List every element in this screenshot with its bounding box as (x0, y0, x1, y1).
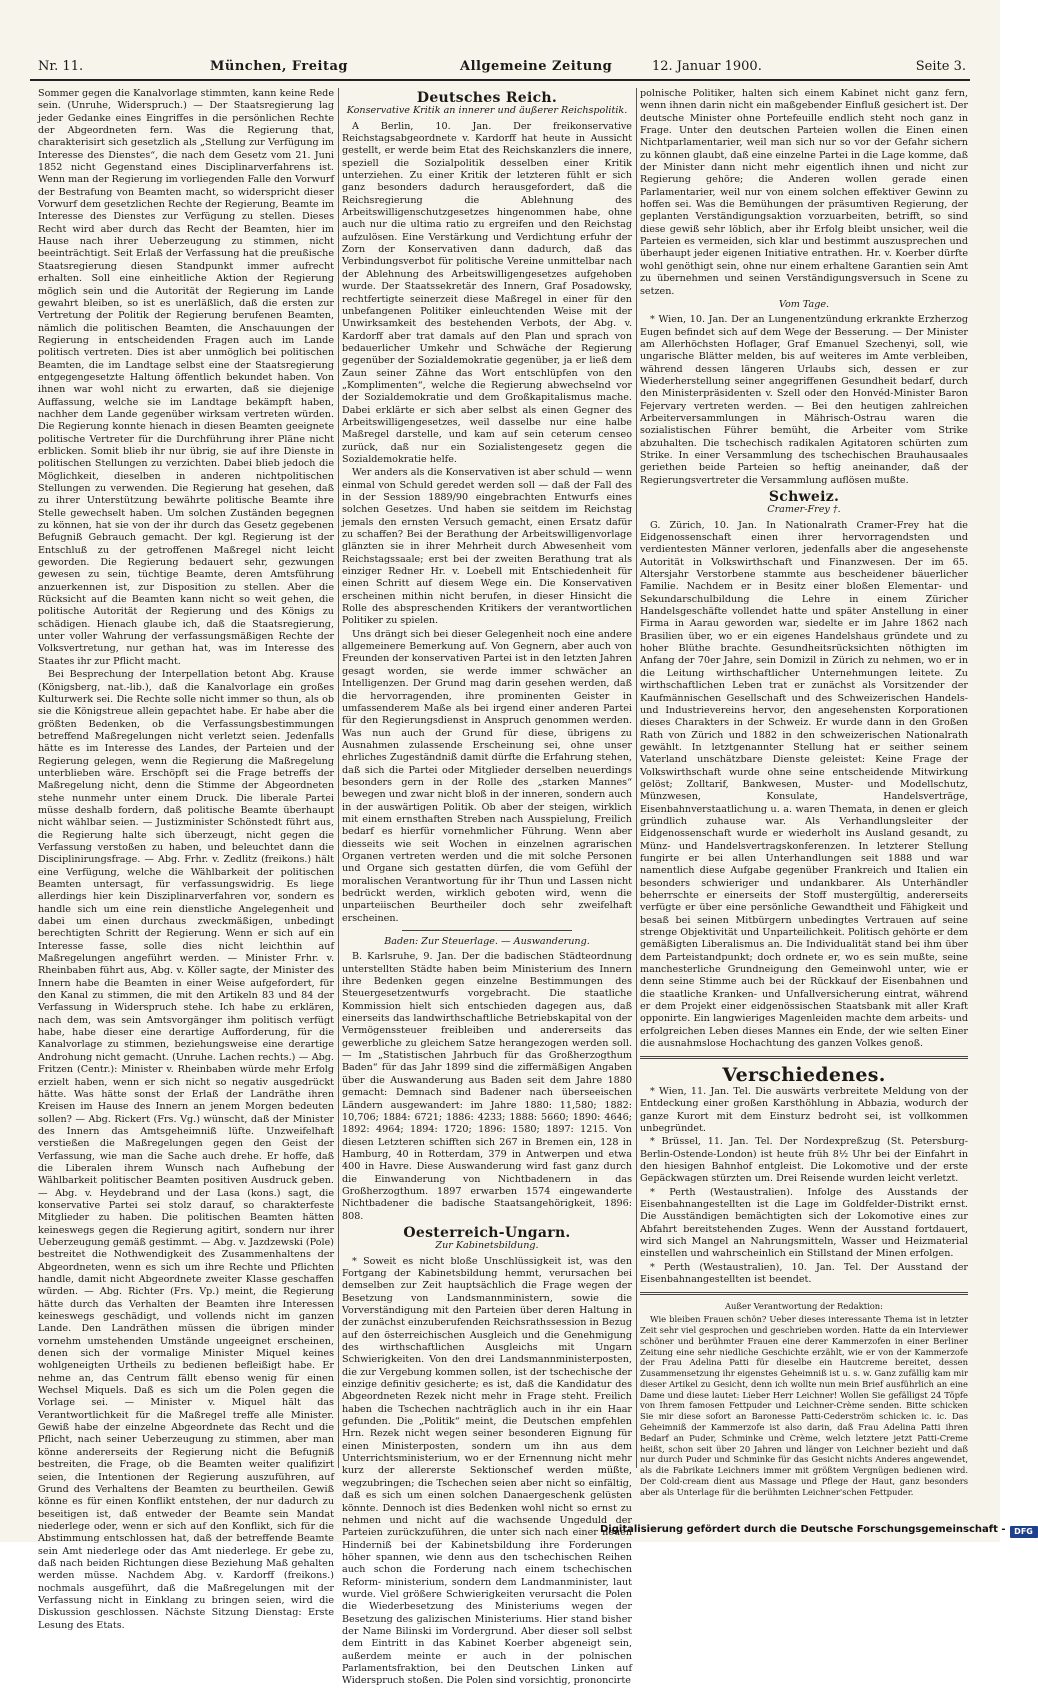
issue-date: 12. Januar 1900. (652, 59, 762, 74)
paragraph: Sommer gegen die Kanalvorlage stimmten, kann keine Rede sein. (Unruhe, Widerspruch.) — Der Staatsregierung lag jeder Gedanke eines Eingriffes in die persönlichen Rechte der Abgeordneten fern. Was die Regierung that, charakterisirt sich gesetzlich als „Stellung zur Verfügung im Interesse des Dienstes“, die nach dem Gesetz vom 21. Juni 1852 nicht Gegenstand eines Disciplinarverfahrens ist. Wenn man der Regierung im vorliegenden Falle den Vorwurf der Bestrafung von Beamten macht, so widerspricht dieser Vorwurf dem gesetzlichen Rechte der Regierung, Beamte im Interesse des Dienstes zur Verfügung zu stellen. Dieses Recht wird aber durch das Recht der Beamten, hier im Hause nach ihrer Ueberzeugung zu stimmen, nicht beeinträchtigt. Seit Erlaß der Verfassung hat die preußische Staatsregierung diesen Standpunkt immer aufrecht erhalten. Soll eine einheitliche Aktion der Regierung möglich sein und die Autorität der Regierung im Lande gewahrt bleiben, so ist es unerläßlich, daß die ersten zur Vertretung der Politik der Regierung berufenen Beamten, nämlich die politischen Beamten, die Anschauungen der Regierung in entscheidenden Fragen auch im Lande politisch vertreten. Dies ist aber unmöglich bei politischen Beamten, die im Landtage selbst eine der Staatsregierung entgegengesetzte Haltung öffentlich bekundet haben. Von ihnen war wohl nicht zu erwarten, daß sie diejenige Auffassung, welche sie im Landtage bekämpft haben, nachher dem Lande gegenüber wirksam vertreten würden. Die Regierung konnte hienach in diesen Beamten geeignete politische Vertreter für die Durchführung ihrer Pläne nicht erblicken. Somit blieb ihr nur übrig, sie auf ihre Dienste in politischen Stellungen zu verzichten. Dabei blieb jedoch die Möglichkeit, dieselben in anderen nichtpolitischen Stellungen zu verwenden. Die Regierung hat gesehen, daß zu ihrer Unterstützung bewährte politische Beamte ihre Stelle gewechselt haben. Um solchen Zuständen begegnen zu können, hat sie von der ihr durch das Gesetz gegebenen Befugniß Gebrauch gemacht. Der kgl. Regierung ist der Entschluß zu der getroffenen Maßregel nicht leicht geworden. Die Regierung bedauert sehr, gezwungen gewesen zu sein, tüchtige Beamte, deren Amtsführung anzuerkennen ist, zur Disposition zu stellen. Aber die Rücksicht auf die Beamten kann nicht so weit gehen, die politische Autorität der Regierung und des Königs zu schädigen. Hienach glaube ich, daß die Staatsregierung, unter voller Wahrung der verfassungsmäßigen Rechte der Volksvertretung, nur gethan hat, was im Interesse des Staates ihr zur Pflicht macht. (38, 88, 335, 667)
column-divider (636, 88, 637, 1468)
paragraph: G. Zürich, 10. Jan. In Nationalrath Cramer-Frey hat die Eidgenossenschaft einen ihrer hervorragendsten und verdientesten Männer verloren, jedenfalls aber die angesehenste Autorität in Volkswirthschaft und Finanzwesen. Der im 65. Altersjahr Verstorbene stammte aus bescheidener bäuerlicher Familie. Nachdem er in Besitz einer bloßen Elementar- und Sekundarschulbildung die Lehre in einem Züricher Handelsgeschäfte vollendet hatte und später Anstellung in einer Firma in Aarau geworden war, siedelte er im Jahre 1862 nach Brasilien über, wo er ein eigenes Handelshaus gründete und zu hoher Blüthe brachte. Gesundheitsrücksichten nöthigten im Anfang der 70er Jahre, sein Domizil in Zürich zu nehmen, wo er in die Leitung wirthschaftlicher Unternehmungen leitete. Zu wirthschaftlichen Leben trat er zunächst als Vorsitzender der Kaufmännischen Gesellschaft und des Schweizerischen Handels- und Industrievereins hervor, den angesehensten Korporationen dieses Charakters in der Schweiz. Er wurde dann in den Großen Rath von Zürich und 1882 in den schweizerischen Nationalrath gewählt. In letztgenannter Stellung hat er seither seinem Vaterland unschätzbare Dienste geleistet: Keine Frage der Volkswirthschaft wurde ohne seine entscheidende Mitwirkung gelöst; Zolltarif, Bankwesen, Muster- und Modellschutz, Münzwesen, Konsulate, Handelsverträge, Eisenbahnverstaatlichung u. a. waren Themata, in denen er gleich gründlich zuhause war. Als Verhandlungsleiter der Eidgenossenschaft wurde er wiederholt ins Ausland gesandt, zu Münz- und Handelsvertragskonferenzen. In letzterer Stellung fungirte er bei allen Unterhandlungen seit 1888 und war namentlich diese Aufgabe gegenüber Frankreich und Italien ein besonders schwieriger und undankbarer. Als Unterhändler beherrschte er einerseits der Stoff mustergültig, andererseits verfügte er über eine persönliche Gewandtheit und Fähigkeit und besaß bei seinen Mitbürgern unbedingtes Vertrauen auf seine strenge Objektivität und Unparteilichkeit. Politisch gehörte er dem gemäßigten Liberalismus an. Die Individualität stand bei ihm über dem Parteistandpunkt; doch ordnete er, wo es sein mußte, seine manchesterliche Grundneigung den Gemeinwohl unter, wie er denn seine Stimme auch bei der Rückkauf der Eisenbahnen und die staatliche Kranken- und Unfallversicherung eintrat, während er dem Projekt einer eidgenössischen Staatsbank mit aller Kraft opponirte. Ein langwieriges Magenleiden machte dem arbeits- und erfolgreichen Leben dieses Mannes ein Ende, der wie selten Einer die ausnahmslose Hochachtung des ganzen Volkes genoß. (640, 519, 968, 1050)
column-divider (338, 88, 339, 1468)
dfg-logo-icon: DFG (1010, 1526, 1038, 1538)
paragraph: * Perth (Westaustralien), 10. Jan. Tel. Der Ausstand der Eisenbahnangestellten ist beendet. (640, 1261, 968, 1285)
page-number: Seite 3. (915, 59, 966, 74)
paragraph: Uns drängt sich bei dieser Gelegenheit noch eine andere allgemeinere Bemerkung auf. Von Gegnern, aber auch von Freunden der konservativen Partei ist in den letzten Jahren gesagt worden, sie werde immer schwächer an Intelligenzen. Der Grund mag darin gesehen werden, daß die hervorragenden, ihre prominenten Geister in umfassenderem Maße als bei irgend einer anderen Partei für den Regierungsdienst in Anspruch genommen werden. Was nun auch der Grund für diese, übrigens zu Ausnahmen zulassende Erscheinung sei, ohne unser ehrliches Zugeständniß damit dürfte die Erfahrung stehen, daß sich die Partei oder Mitglieder derselben neuerdings besonders gern in der Rolle des „starken Mannes“ bewegen und zwar nicht bloß in der inneren, sondern auch in der auswärtigen Politik. Ob aber der steigen, wirklich mit einem ernsthaften Streben nach Ausspielung, Freilich bedarf es hierfür vornehmlicher Führung. Wenn aber diesseits wie seit Wochen in einzelnen agrarischen Organen vertreten werden und die mit solche Personen und Organe sich gestatten dürfen, die vom Gefühl der moralischen Verantwortung für ihr Thun und Lassen nicht bedrückt werden, wirklich geboten wird, wenn die unparteiischen Beurtheiler doch sehr zweifelhaft erscheinen. (342, 628, 632, 924)
section-title: Verschiedenes. (722, 1064, 886, 1087)
paragraph: * Perth (Westaustralien). Infolge des Ausstands der Eisenbahnangestellten ist die Lage im Goldfelder-Distrikt ernst. Die Ausständigen bemächtigten sich der Lokomotive eines zur Abfahrt bereitstehenden Zuges. Wenn der Ausstand fortdauert, wird sich Mangel an Nahrungsmitteln, Wasser und Heizmaterial einstellen und wahrscheinlich ein Stillstand der Minen erfolgen. (640, 1186, 968, 1260)
section-subtitle: Zur Kabinetsbildung. (435, 1240, 539, 1252)
double-rule (640, 1056, 968, 1059)
paragraph: * Wien, 11. Jan. Tel. Die auswärts verbreitete Meldung von der Entdeckung einer großen Karsthöhlung in Abbazia, wodurch der ganze Kurort mit dem Einsturz bedroht sei, ist vollkommen unbegründet. (640, 1085, 968, 1134)
paragraph: * Soweit es nicht bloße Unschlüssigkeit ist, was den Fortgang der Kabinetsbildung hemmt, verursachen bei demselben zur Zeit hauptsächlich die Frage wegen der Besetzung von Landsmannministern, sowie die Vorverständigung mit den Parteien über deren Haltung in der zunächst einzuberufenden Reichsrathssession in Bezug auf den österreichischen Ausgleich und die Genehmigung des wirthschaftlichen Ausgleichs mit Ungarn Schwierigkeiten. Von den drei Landsmannministerposten, die zur Vergebung kommen sollen, ist der tschechische der einzige definitiv gesicherte; es ist, daß die Kandidatur des Abgeordneten Rezek nicht mehr in Frage steht. Freilich haben die Tschechen nachträglich auch in ihr ein Haar gefunden. Die „Politik“ meint, die Deutschen empfehlen Hrn. Rezek nicht wegen seiner besonderen Eignung für einen Ministerposten, sondern um ihn aus dem Unterrichtsministerium, wo er der Ernennung nicht mehr kurz der allererste Sektionschef werden müßte, wegzubringen; die Tschechen seien aber nicht so einfältig, daß es sich um einen solchen Danaergeschenk gelüsten könnte. Dennoch ist dies Bedenken wohl nicht so ernst zu nehmen und nicht auf die wachsende Ungeduld der Parteien zurückzuführen, die unter sich nach einer neuen Hinderniß bei der Kabinetsbildung ihre Forderungen höher spannen, wie denn aus den tschechischen Reihen auch schon die Forderung nach einem tschechischen Reform- ministerium, sondern dem Landmanminister, laut wurde. Viel größere Schwierigkeiten verursacht die Polen die Wiederbesetzung des Ministeriums wegen der Besetzung des galizischen Ministeriums. Hier stand bisher der Name Bilinski im Vordergrund. Aber dieser soll selbst dem Eintritt in das Kabinet Koerber abgeneigt sein, außerdem meinte er auch in der polnischen Parlamentsfraktion, bei den Deutschen Linken auf Widerspruch stoßen. Die Polen sind vorsichtig, prononcirte (342, 1255, 632, 1687)
paper-title: Allgemeine Zeitung (460, 59, 613, 74)
masthead (30, 55, 970, 81)
double-rule (640, 1292, 968, 1295)
paragraph: A Berlin, 10. Jan. Der freikonservative Reichstagsabgeordnete v. Kardorff hat heute in Aussicht gestellt, er werde beim Etat des Reichskanzlers die innere, speziell die Sozialpolitik desselben einer Kritik unterziehen. Zu einer Kritik der letzteren fühlt er sich ganz besonders dadurch herausgefordert, daß die Reichsregierung die Ablehnung des Arbeitswilligenschutzgesetzes hingenommen habe, ohne auch nur die ultima ratio zu ergreifen und den Reichstag aufzulösen. Eine Verstärkung und Verdichtung erfuhr der Zorn der Konservativen dann dadurch, daß das Verbindungsverbot für politische Vereine unmittelbar nach der Ablehnung des Arbeitswilligengesetzes aufgehoben wurde. Der Staatssekretär des Innern, Graf Posadowsky, rechtfertigte seinerzeit diese Maßregel in einer für den unbefangenen Politiker einleuchtenden Weise mit der Unwirksamkeit des bestehenden Verbots, der Abg. v. Kardorff aber trat damals auf den Plan und sprach von bedauerlicher Umkehr und Schwäche der Regierung gegenüber der Sozialdemokratie gegenüber, ja er ließ dem Zaun seiner Zähne das Wort entschlüpfen von den „Komplimenten“, welche die Regierung abwechselnd vor der Sozialdemokratie und dem Großkapitalismus mache. Dabei erklärte er sich aber selbst als einen Gegner des Arbeitswilligengesetzes, weil dasselbe nur eine halbe Maßregel darstelle, und kam auf sein ceterum censeo zurück, daß nur ein Sozialistengesetz gegen die Sozialdemokratie helfe. (342, 120, 632, 465)
ad-text: Wie bleiben Frauen schön? Ueber dieses interessante Thema ist in letzter Zeit sehr viel gesprochen und geschrieben worden. Hatte da ein Interviewer schöner und berühmter Frauen eine derer Kammerzofen in einer Berliner Zeitung eine sehr niedliche Geschichte erzählt, wie er von der Kammerzofe der Frau Adelina Patti für dieselbe ein Hautcreme bereitet, dessen Zusammensetzung ihr eigenstes Geheimniß ist u. s. w. Ganz zufällig kam mir dieser Artikel zu Gesicht, denn ich wollte nun mein Brief ausführlich an eine Dame und diese lautet: Lieber Herr Leichner! Wollen Sie gefälligst 24 Töpfe von Ihrem famosen Fettpuder und Leichner-Crème senden. Bitte schicken Sie mir diese sofort an Baronesse Patti-Cederström schicken ic. ic. Das Geheimniß der Kammerzofe ist also darin, daß Frau Adelina Patti ihren Bedarf an Puder, Schminke und Crème, welch letztere jetzt Patti-Creme heißt, schon seit über 20 Jahren und länger von Leichner bezieht und daß nur durch Puder und Schminke für das Gesicht nichts Anderes angewendet, als die Fabrikate Leichners immer mit größtem Vergnügen bedienen wird. Der Cold-cream dient aus Massage und Pflege der Haut, ganz besonders aber als Unterlage für die berühmten Leichner'schen Fettpuder. (640, 1314, 968, 1497)
paragraph: Bei Besprechung der Interpellation betont Abg. Krause (Königsberg, nat.-lib.), daß die Kanalvorlage ein großes Kulturwerk sei. Die Rechte solle nicht immer so thun, als ob sie die Königstreue allein gepachtet habe. Er habe aber die größten Bedenken, ob die Verfassungsbestimmungen betreffend Maßregelungen nicht verletzt seien. Jedenfalls hätte es im Interesse des Landes, der Parteien und der Regierung gelegen, wenn die Regierung die Maßregelung unterblieben wäre. Erschöpft sei die Frage betreffs der Maßregelung nicht, denn die Stimme der Abgeordneten stehe nunmehr unter einem Druck. Die liberale Partei müsse deshalb fordern, daß politische Beamte überhaupt nicht wählbar seien. — Justizminister Schönstedt führt aus, die Regierung halte sich überzeugt, nicht gegen die Verfassung verstoßen zu haben, und beleuchtet dann die Disciplinirungsfrage. — Abg. Frhr. v. Zedlitz (freikons.) hält eine Verfügung, welche die Wählbarkeit der politischen Beamten untersagt, für verfassungswidrig. Es liege allerdings hier kein Disziplinarverfahren vor, sondern es handle sich um eine rein dienstliche Angelegenheit und dabei um einen durchaus zweckmäßigen, unbedingt berechtigten Schritt der Regierung. Wenn er sich auf ein Interesse fasse, solle dies nicht leichthin auf Maßregelungen angeführt werden. — Minister Frhr. v. Rheinbaben führt aus, Abg. v. Köller sagte, der Minister des Innern habe die Beamten in einer Weise aufgefordert, für den Kanal zu stimmen, die mit den Artikeln 83 und 84 der Verfassung in Widerspruch stehe. Ich habe zu erklären, nach dem, was sein Amtsvorgänger ihm politisch verfügt habe, habe dieser eine derartige Aufforderung, für die Kanalvorlage zu stimmen, beziehungsweise eine derartige Androhung nicht gemacht. (Unruhe. Lachen rechts.) — Abg. Fritzen (Centr.): Minister v. Rheinbaben würde mehr Erfolg erzielt haben, wenn er sich nicht so negativ ausgedrückt hätte. Was hätte sonst der Erlaß der Landräthe ihren Kreisen im Hause des Innern an jenem Morgen bedeuten sollen? — Abg. Rickert (Frs. Vg.) wünscht, daß der Minister des Innern das Amtsgeheimniß lüfte. Unzweifelhaft verstießen die Maßregelungen gegen den Geist der Verfassung, wie man die Sache auch drehe. Er hoffe, daß die Liberalen ihrem Wunsch nach Aufhebung der Wählbarkeit politischer Beamten positiven Ausdruck geben. — Abg. v. Heydebrand und der Lasa (kons.) sagt, die konservative Partei sei stolz darauf, so charakterfeste Mitglieder zu haben. Die politischen Beamten hätten keineswegs gegen die Regierung agitirt, sondern nur ihrer Ueberzeugung gemäß gestimmt. — Abg. v. Jazdzewski (Pole) bestreitet die Nothwendigkeit des Zusammenhaltens der Abgeordneten, wenn es sich um ihre Rechte und Pflichten handle, damit nicht Abgeordnete zweiter Klasse geschaffen würden. — Abg. Richter (Frs. Vp.) meint, die Regierung hätte durch das Verhalten der Beamten ihre Interessen keineswegs geschädigt, und vollends nicht im ganzen Lande. Den Landräthen müssen die übrigen minder vornehm umstehenden Umstände ungeeignet erscheinen, denen sich der vormalige Minister Miquel keines wohlgeneigten Urtheils zu bedienen befleißigt habe. Er nehme an, das Centrum fällt ebenso wenig für einen Wechsel Miquels. Daß es sich um die Polen gegen die Vorlage sei. — Minister v. Miquel hält das Verantwortlichkeit für die Maßregel treffe alle Minister. Gewiß habe der einzelne Abgeordnete das Recht und die Pflicht, nach seiner Ueberzeugung zu stimmen, aber man könne andererseits der Regierung nicht die Befugniß bestreiten, die Frage, ob die Beamten weiter qualifizirt seien, die Intentionen der Regierung auszuführen, auf Grund des Verhaltens der Beamten zu beurtheilen. Gewiß könne es für einen Konflikt entstehen, der nur dadurch zu beseitigen ist, daß entweder der Beamte sein Mandat niederlege oder, wenn er sich auf den Konflikt, sich für die Abstimmung entschlossen hat, daß der betreffende Beamte sein Amt niederlege oder das Amt niederlege. Er gebe zu, daß nach beiden Richtungen diese Beziehung Maß gehalten werden müsse. Nachdem Abg. v. Kardorff (freikons.) nochmals ausgeführt, daß die Maßregelungen mit der Verfassung nicht in Einklang zu bringen seien, wird die Diskussion geschlossen. Nächste Sitzung Dienstag: Erste Lesung des Etats. (38, 669, 334, 1631)
column-1 (38, 88, 335, 1631)
credit-text: Digitalisierung gefördert durch die Deutsche Forschungsgemeinschaft - (600, 1524, 1006, 1535)
paragraph: polnische Politiker, halten sich einem Kabinet nicht ganz fern, wenn ihnen darin nicht ein maßgebender Einfluß gesichert ist. Der deutsche Minister ohne Portefeuille endlich steht noch ganz in Frage. Unter den deutschen Parteien wollen die Einen einen Nichtparlamentarier, weil man sich nur so vor der Gefahr sichern zu können glaubt, daß eine einzelne Partei in die Lage komme, daß der Minister dann nicht mehr eigentlich ihnen und nicht zur Regierung gehöre; die Anderen wollen gerade einen Parlamentarier, weil nur von einem solchen effektiver Gewinn zu hoffen sei. Was die Bemühungen der präsumtiven Regierung, der geplanten Verständigungsaktion vorzuarbeiten, betrifft, so sind diese gewiß sehr löblich, aber ihr Erfolg bleibt unsicher, weil die Parteien es vermeiden, sich klar und bestimmt auszusprechen und überhaupt jeder eigenen Initiative entrathen. Hr. v. Koerber dürfte wohl genöthigt sein, ohne nur einem erhaltene Garantien sein Amt zu übernehmen und seinen Verständigungsversuch in Scene zu setzen. (640, 88, 968, 297)
issue-number: Nr. 11. (38, 59, 84, 74)
section-title: Schweiz. (768, 489, 840, 505)
column-3 (640, 88, 968, 1497)
paragraph: B. Karlsruhe, 9. Jan. Der die badischen Städteordnung unterstellten Städte haben beim Ministerium des Innern ihre Bedenken gegen einzelne Bestimmungen des Steuergesetzentwurfs vorgebracht. Die staatliche Kommission hielt sich entschieden dagegen aus, daß einerseits das landwirthschaftliche Betriebskapital von der Vermögenssteuer freibleiben und andererseits das gewerbliche zu gleichem Satze herangezogen werden soll. — Im „Statistischen Jahrbuch für das Großherzogthum Baden“ für das Jahr 1899 sind die ziffermäßigen Angaben über die Auswanderung aus Baden seit dem Jahre 1880 gemacht: Demnach sind Badener nach überseeischen Ländern ausgewandert: im Jahre 1880: 11,580; 1882: 10,706; 1884: 6721; 1886: 4233; 1888: 5660; 1890: 4646; 1892: 4964; 1894: 1720; 1896: 1580; 1897: 1215. Von diesen Letzteren schifften sich 267 in Bremen ein, 128 in Hamburg, 40 in Rotterdam, 379 in Antwerpen und etwa 400 in Havre. Diese Auswanderung wird fast ganz durch die Einwanderung von Nichtbadenern in das Großherzogthum. 1897 erwarben 1574 eingewanderte Nichtbadener die badische Staatsangehörigkeit, 1896: 808. (342, 951, 632, 1222)
section-title: Deutsches Reich. (416, 90, 558, 106)
digitization-credit (600, 1524, 1033, 1542)
city-day: München, Freitag (210, 59, 349, 74)
section-title: Oesterreich-Ungarn. (403, 1224, 571, 1241)
subsection-title: Baden: Zur Steuerlage. — Auswanderung. (384, 936, 590, 948)
ad-heading: Außer Verantwortung der Redaktion: (724, 1301, 883, 1312)
paragraph: * Brüssel, 11. Jan. Tel. Der Nordexpreßzug (St. Petersburg-Berlin-Ostende-London) ist heute früh 8½ Uhr bei der Einfahrt in den hiesigen Bahnhof entgleist. Die Lokomotive und der erste Gepäckwagen stürzten um. Drei Reisende wurden leicht verletzt. (640, 1136, 968, 1185)
section-subtitle: Konservative Kritik an innerer und äußerer Reichspolitik. (346, 105, 628, 117)
paragraph: Wer anders als die Konservativen ist aber schuld — wenn einmal von Schuld geredet werden soll — daß der Fall des in der Session 1889/90 eingebrachten Entwurfs eines solchen Gesetzes. Und haben sie seitdem im Reichstag jemals den ernsten Versuch gemacht, einen Ersatz dafür zu schaffen? Bei der Berathung der Arbeitswilligenvorlage glänzten sie in ihrer Mehrheit durch Abwesenheit vom Reichstagssaale; erst bei der zweiten Berathung trat als einziger Redner Hr. v. Loebell mit Entschiedenheit für einen Schritt auf diesem Wege ein. Die Konservativen erscheinen mithin nicht berufen, in dieser Hinsicht die Rolle des abspreschenden Kritikers der verantwortlichen Politiker zu spielen. (342, 467, 632, 627)
subsection-title: Vom Tage. (778, 298, 830, 310)
column-2 (342, 88, 632, 1687)
divider (402, 930, 572, 931)
paragraph: * Wien, 10. Jan. Der an Lungenentzündung erkrankte Erzherzog Eugen befindet sich auf dem Wege der Besserung. — Der Minister am Allerhöchsten Hoflager, Graf Emanuel Szechenyi, soll, wie ungarische Blätter melden, bis auf weiteres im Amte verbleiben, während dessen längeren Urlaubs sich, dessen er zur Wiederherstellung seiner angegriffenen Gesundheit bedarf, durch den Ministerpräsidenten v. Szell oder den Honvéd-Minister Baron Fejervary vertreten werden. — Bei den heutigen zahlreichen Arbeiterversammlungen in Mährisch-Ostrau waren die sozialistischen Führer bemüht, die Arbeiter vom Strike abzuhalten. Die tschechisch radikalen Agitatoren schürten zum Strike. In einer Versammlung des tschechischen Brauhausaales geriethen beide Parteien so heftig aneinander, daß der Regierungsvertreter die Versammlung auflösen mußte. (640, 314, 968, 486)
section-subtitle: Cramer-Frey †. (767, 504, 841, 516)
advertisement-box (640, 1301, 968, 1497)
